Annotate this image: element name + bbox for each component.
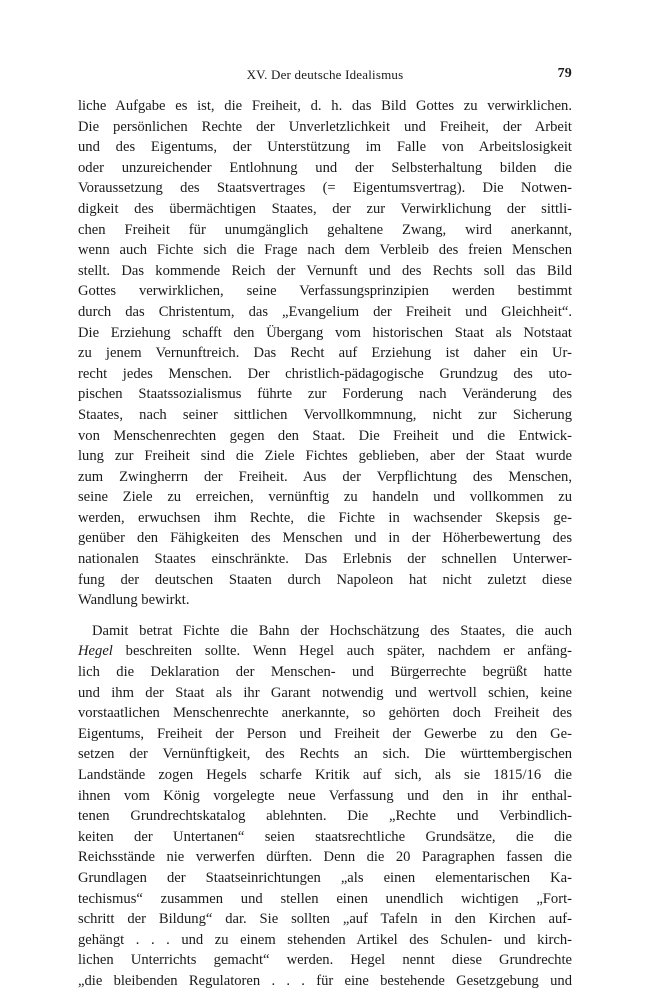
text-line: Wandlung bewirkt. [78, 592, 190, 609]
text-line: recht jedes Menschen. Der christlich-pädagogische Grundzug des uto- [78, 365, 572, 382]
paragraph-2 [78, 621, 572, 992]
text-line: Gottes verwirklichen, seine Verfassungsprinzipien werden bestimmt [78, 283, 572, 300]
text-line: chen Freiheit für unumgänglich gehaltene Zwang, wird anerkannt, [78, 221, 572, 238]
text-line: Hegel beschreiten sollte. Wenn Hegel auch später, nachdem er anfäng- [78, 643, 572, 660]
text-line: tenen Grundrechtskatalog ablehnten. Die „Rechte und Verbindlich- [78, 808, 572, 825]
text-line: techismus“ zusammen und stellen einen unendlich wichtigen „Fort- [78, 890, 572, 907]
text-line: durch das Christentum, das „Evangelium der Freiheit und Gleichheit“. [78, 303, 572, 320]
text-line: und des Eigentums, der Unterstützung im Falle von Arbeitslosigkeit [78, 139, 572, 156]
text-line: Die Erziehung schafft den Übergang vom historischen Staat als Notstaat [78, 324, 572, 341]
running-header [78, 64, 572, 88]
text-line: liche Aufgabe es ist, die Freiheit, d. h. das Bild Gottes zu verwirklichen. [78, 98, 572, 114]
text-line: zu jenem Vernunftreich. Das Recht auf Erziehung ist daher ein Ur- [78, 345, 572, 362]
text-line: von Menschenrechten gegen den Staat. Die Freiheit und die Entwick- [78, 427, 572, 444]
text-line: zum Zwingherrn der Freiheit. Aus der Verpflichtung des Menschen, [78, 468, 572, 485]
name-hegel: Hegel [78, 643, 113, 660]
text-line: Reichsstände nie verwerfen dürften. Denn die 20 Paragraphen fassen die [78, 849, 572, 866]
text-line: fung der deutschen Staaten durch Napoleon hat nicht zuletzt diese [78, 571, 572, 588]
text-line: Voraussetzung des Staatsvertrages (= Eigentumsvertrag). Die Notwen- [78, 180, 572, 197]
text-line: gehängt . . . und zu einem stehenden Artikel des Schulen- und kirch- [78, 931, 572, 948]
text-line: Damit betrat Fichte die Bahn der Hochschätzung des Staates, die auch [92, 622, 572, 639]
text-line: stellt. Das kommende Reich der Vernunft und des Rechts soll das Bild [78, 262, 572, 279]
text-line: ihnen vom König vorgelegte neue Verfassung und den in ihr enthal- [78, 787, 572, 804]
text-line: Grundlagen der Staatseinrichtungen „als einen elementarischen Ka- [78, 869, 572, 886]
text-line: vorstaatlichen Menschenrechte anerkannte, so gehörten doch Freiheit des [78, 705, 572, 722]
text-line: oder unzureichender Entlohnung und der Selbsterhaltung bilden die [78, 159, 572, 176]
text-line: „die bleibenden Regulatoren . . . für eine bestehende Gesetzgebung und [78, 972, 572, 989]
paragraph-1 [78, 96, 572, 611]
text-line: seine Ziele zu erreichen, vernünftig zu handeln und vollkommen zu [78, 489, 572, 506]
text-line: genüber den Fähigkeiten des Menschen und in der Höherbewertung des [78, 530, 572, 547]
text-line: wenn auch Fichte sich die Frage nach dem Verbleib des freien Menschen [78, 242, 572, 259]
text-line: schritt der Bildung“ dar. Sie sollten „auf Tafeln in den Kirchen auf- [78, 911, 572, 928]
text-line: Staates, nach seiner sittlichen Vervollkommnung, nicht zur Sicherung [78, 406, 572, 423]
page-number: 79 [557, 66, 572, 81]
text-line: werden, erwuchsen ihm Rechte, die Fichte in wachsender Skepsis ge- [78, 509, 572, 526]
text-line: pischen Staatssozialismus führte zur Forderung nach Veränderung des [78, 386, 572, 403]
text-line: setzen der Vernünftigkeit, des Rechts an sich. Die württembergischen [78, 746, 572, 763]
text-line: Landstände zogen Hegels scharfe Kritik auf sich, als sie 1815/16 die [78, 767, 572, 783]
text-line: nationalen Staates einschränkte. Das Erlebnis der schnellen Unterwer- [78, 551, 572, 568]
text-line: lung zur Freiheit sind die Ziele Fichtes geblieben, aber der Staat wurde [78, 448, 572, 465]
text-line: lichen Unterrichts gemacht“ werden. Hegel nennt diese Grundrechte [78, 952, 572, 969]
text-line: Eigentums, Freiheit der Person und Freiheit der Gewerbe zu den Ge- [78, 725, 572, 742]
text-line: Die persönlichen Rechte der Unverletzlichkeit und Freiheit, der Arbeit [78, 118, 572, 135]
text-line: digkeit des übermächtigen Staates, der zur Verwirklichung der sittli- [78, 200, 572, 217]
text-line: lich die Deklaration der Menschen- und Bürgerrechte begrüßt hatte [78, 664, 572, 681]
text-line: und ihm der Staat als ihr Garant notwendig und wertvoll schien, keine [78, 684, 572, 701]
book-page [78, 64, 572, 992]
chapter-title: XV. Der deutsche Idealismus [246, 67, 404, 82]
text-line: keiten der Untertanen“ seien staatsrechtliche Grundsätze, die die [78, 828, 572, 845]
